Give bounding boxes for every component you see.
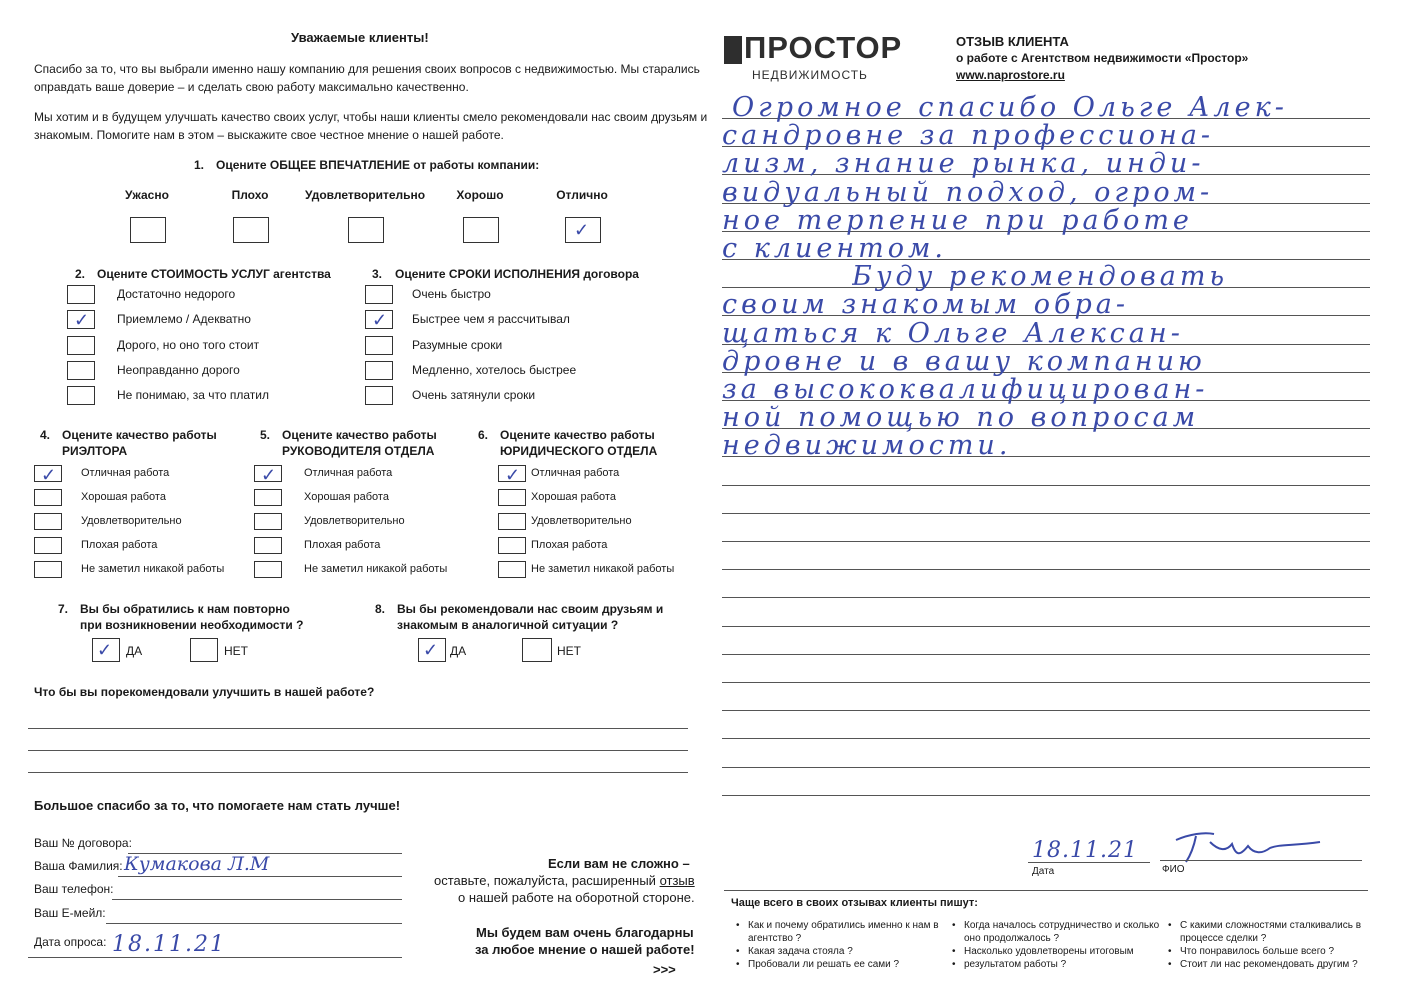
q5-label: Оцените качество работы: [282, 428, 437, 442]
q2-option-label: Достаточно недорого: [117, 287, 236, 301]
review-text-line: дровне и в вашу компанию: [722, 345, 1206, 377]
side-note: Если вам не сложно –: [548, 856, 690, 871]
hints-title: Чаще всего в своих отзывах клиенты пишут:: [731, 897, 978, 909]
hint-item: • Насколько удовлетворены итоговым: [964, 946, 1134, 957]
fio-label: ФИО: [1162, 864, 1185, 875]
intro-text: оправдать ваше доверие – и сделать свою работу максимально качественно.: [34, 80, 469, 94]
review-ruled-line[interactable]: [722, 569, 1370, 570]
q6-option-checkbox[interactable]: [498, 513, 526, 530]
q5-label: РУКОВОДИТЕЛЯ ОТДЕЛА: [282, 444, 435, 458]
q8-no-label: НЕТ: [557, 644, 581, 658]
q6-number: 6.: [478, 428, 489, 442]
review-ruled-line[interactable]: [722, 682, 1370, 683]
q1-option-checkbox[interactable]: [463, 217, 499, 243]
hint-item: оно продолжалось ?: [964, 933, 1060, 944]
q2-option-label: Неоправданно дорого: [117, 362, 240, 377]
phone-label: Ваш телефон:: [34, 882, 114, 896]
review-text-line: Огромное спасибо Ольге Алек-: [732, 92, 1288, 123]
review-text-line: за высококвалифицирован-: [722, 374, 1209, 405]
review-text-line: Буду рекомендовать: [852, 261, 1229, 293]
q1-option-label: Плохо: [231, 188, 269, 202]
q2-option-label: Приемлемо / Адекватно: [117, 312, 251, 327]
hint-item: • Что понравилось больше всего ?: [1180, 946, 1334, 957]
q2-number: 2.: [75, 267, 86, 281]
review-text-line: лизм, знание рынка, инди-: [722, 148, 1205, 180]
q4-option-checkbox[interactable]: [34, 537, 62, 554]
review-text-line: ной помощью по вопросам: [722, 402, 1200, 434]
q7-label: при возникновении необходимости ?: [80, 618, 304, 632]
q2-label: Оцените СТОИМОСТЬ УСЛУГ агентства: [97, 267, 331, 281]
date-label: Дата опроса:: [34, 935, 107, 949]
hint-item: • Какая задача стояла ?: [748, 946, 853, 957]
review-ruled-line[interactable]: [722, 795, 1370, 796]
q8-label: знакомым в аналогичной ситуации ?: [397, 618, 619, 632]
q5-number: 5.: [260, 428, 271, 442]
hint-item: процессе сделки ?: [1180, 933, 1267, 944]
hint-item: • результатом работы ?: [964, 959, 1066, 970]
surname-value: Кумакова Л.М: [124, 853, 270, 875]
q5-option-checkbox[interactable]: [254, 489, 282, 506]
q1-option-label: Ужасно: [125, 188, 169, 202]
fio-line[interactable]: [1160, 860, 1362, 861]
q3-option-checkbox[interactable]: [365, 361, 393, 380]
q1-option-checkbox[interactable]: [130, 217, 166, 243]
q4-option-checkbox[interactable]: [34, 513, 62, 530]
review-text-line: видуальный подход, огром-: [722, 176, 1214, 208]
q7-label: Вы бы обратились к нам повторно: [80, 602, 290, 616]
hint-item: • Пробовали ли решать ее сами ?: [748, 959, 899, 970]
q2-option-label: Не понимаю, за что платил: [117, 388, 270, 403]
thanks-text: Большое спасибо за то, что помогаете нам стать лучше!: [34, 798, 401, 813]
q3-option-label: Разумные сроки: [412, 337, 503, 352]
q1-option-checkbox[interactable]: [348, 217, 384, 243]
contract-label: Ваш № договора:: [34, 836, 132, 850]
q2-option-checkbox[interactable]: [67, 336, 95, 355]
q7-yes-label: ДА: [126, 644, 143, 658]
q4-number: 4.: [40, 428, 51, 442]
q7-number: 7.: [58, 602, 69, 616]
q6-option-label: Удовлетворительно: [531, 515, 632, 527]
q8-yes-checkbox[interactable]: ✓: [418, 638, 446, 662]
q5-option-label: Плохая работа: [304, 539, 381, 551]
q4-option-label: Не заметил никакой работы: [81, 563, 225, 575]
q6-option-checkbox[interactable]: ✓: [498, 465, 526, 482]
intro-text: Спасибо за то, что вы выбрали именно нашу компанию для решения своих вопросов с недвижимостью. Мы старались: [34, 62, 700, 76]
q7-yes-checkbox[interactable]: ✓: [92, 638, 120, 662]
email-label: Ваш Е-мейл:: [34, 906, 106, 920]
q4-option-checkbox[interactable]: [34, 561, 62, 578]
q6-option-checkbox[interactable]: [498, 561, 526, 578]
logo-main: ПРОСТОР: [744, 30, 903, 65]
q6-option-label: Хорошая работа: [531, 491, 616, 503]
q3-option-label: Быстрее чем я рассчитывал: [412, 312, 570, 327]
q3-option-label: Медленно, хотелось быстрее: [412, 362, 577, 377]
hint-item: • Стоит ли нас рекомендовать другим ?: [1180, 959, 1358, 970]
email-line[interactable]: [106, 923, 402, 924]
phone-line[interactable]: [112, 899, 402, 900]
q3-option-checkbox[interactable]: [365, 336, 393, 355]
q4-option-label: Плохая работа: [81, 539, 158, 551]
q5-option-checkbox[interactable]: [254, 537, 282, 554]
review-link[interactable]: отзыв: [659, 873, 695, 888]
q6-label: Оцените качество работы: [500, 428, 655, 442]
review-ruled-line[interactable]: [722, 767, 1370, 768]
surname-line[interactable]: [118, 876, 402, 877]
q1-option-label: Отлично: [556, 188, 608, 202]
q1-option-label: Хорошо: [456, 188, 504, 202]
intro-text: знакомым. Помогите нам в этом – выскажите свое честное мнение о нашей работе.: [34, 128, 504, 142]
improve-label: Что бы вы порекомендовали улучшить в нашей работе?: [34, 685, 375, 699]
q8-no-checkbox[interactable]: [522, 638, 552, 662]
q2-option-checkbox[interactable]: [67, 285, 95, 304]
review-text-line: ное терпение при работе: [722, 204, 1193, 236]
q3-option-label: Очень затянули сроки: [412, 388, 536, 403]
q1-option-checkbox[interactable]: ✓: [565, 217, 601, 243]
q5-option-label: Удовлетворительно: [304, 515, 405, 527]
q5-option-label: Хорошая работа: [304, 491, 389, 503]
date-value: 18.11.21: [112, 932, 226, 957]
hint-item: • Когда началось сотрудничество и сколько: [964, 920, 1159, 931]
q2-option-checkbox[interactable]: [67, 361, 95, 380]
q4-label: Оцените качество работы: [62, 428, 217, 442]
q3-option-checkbox[interactable]: ✓: [365, 310, 393, 329]
review-text-line: своим знакомым обра-: [722, 289, 1130, 321]
hint-item: • Как и почему обратились именно к нам в: [748, 920, 939, 931]
q3-option-checkbox[interactable]: [365, 285, 393, 304]
q6-option-label: Не заметил никакой работы: [531, 563, 675, 575]
review-ruled-line[interactable]: [722, 654, 1370, 655]
q7-no-checkbox[interactable]: [190, 638, 218, 662]
q6-option-checkbox[interactable]: [498, 489, 526, 506]
q1-label: Оцените ОБЩЕЕ ВПЕЧАТЛЕНИЕ от работы компании:: [216, 158, 540, 172]
q4-option-checkbox[interactable]: [34, 489, 62, 506]
review-text-line: недвижимости.: [722, 430, 1012, 462]
surname-label: Ваша Фамилия:: [34, 859, 123, 873]
q5-option-checkbox[interactable]: ✓: [254, 465, 282, 482]
q7-no-label: НЕТ: [224, 644, 248, 658]
q8-label: Вы бы рекомендовали нас своим друзьям и: [397, 602, 664, 616]
review-header-title: ОТЗЫВ КЛИЕНТА: [956, 34, 1069, 49]
hint-item: • С какими сложностями сталкивались в: [1180, 920, 1361, 931]
q3-option-label: Очень быстро: [412, 287, 491, 301]
q2-option-label: Дорого, но оно того стоит: [117, 337, 260, 352]
arrows: >>>: [653, 962, 676, 977]
q4-option-label: Отличная работа: [81, 467, 170, 479]
q1-number: 1.: [194, 158, 205, 172]
divider: [724, 890, 1368, 891]
q5-option-label: Отличная работа: [304, 467, 393, 479]
intro-text: Мы хотим и в будущем улучшать качество своих услуг, чтобы наши клиенты смело рекомендовали нас своим друзьям и: [34, 110, 708, 124]
review-ruled-line[interactable]: [722, 541, 1370, 542]
q6-option-label: Плохая работа: [531, 539, 608, 551]
q4-option-checkbox[interactable]: ✓: [34, 465, 62, 482]
review-header-sub: о работе с Агентством недвижимости «Простор»: [956, 51, 1249, 65]
q2-option-checkbox[interactable]: ✓: [67, 310, 95, 329]
q3-option-checkbox[interactable]: [365, 386, 393, 405]
sign-date: 18.11.21: [1032, 838, 1138, 863]
side-note: оставьте, пожалуйста, расширенный отзыв: [434, 873, 695, 888]
q8-number: 8.: [375, 602, 386, 616]
q6-option-checkbox[interactable]: [498, 537, 526, 554]
q3-number: 3.: [372, 267, 383, 281]
q3-label: Оцените СРОКИ ИСПОЛНЕНИЯ договора: [395, 267, 639, 281]
q4-label: РИЭЛТОРА: [62, 444, 128, 458]
q2-option-checkbox[interactable]: [67, 386, 95, 405]
improve-line: [28, 772, 688, 773]
q6-option-label: Отличная работа: [531, 467, 620, 479]
date-line[interactable]: [28, 957, 402, 958]
side-note: Мы будем вам очень благодарны: [476, 925, 694, 940]
review-ruled-line[interactable]: [722, 597, 1370, 598]
q4-option-label: Хорошая работа: [81, 491, 166, 503]
review-header-url[interactable]: www.naprostore.ru: [956, 68, 1065, 82]
q5-option-checkbox[interactable]: [254, 561, 282, 578]
sign-date-line[interactable]: [1028, 862, 1150, 863]
review-text-line: с клиентом.: [722, 233, 947, 264]
q8-yes-label: ДА: [450, 644, 467, 658]
q5-option-label: Не заметил никакой работы: [304, 563, 448, 575]
hint-item: агентство ?: [748, 933, 802, 944]
review-text-line: сандровне за профессиона-: [722, 120, 1215, 152]
side-note: за любое мнение о нашей работе!: [475, 942, 695, 957]
q4-option-label: Удовлетворительно: [81, 515, 182, 527]
q1-option-label: Удовлетворительно: [305, 188, 426, 202]
review-ruled-line[interactable]: [722, 626, 1370, 627]
review-ruled-line[interactable]: [722, 513, 1370, 514]
review-text-line: щаться к Ольге Алексан-: [722, 317, 1184, 349]
q6-label: ЮРИДИЧЕСКОГО ОТДЕЛА: [500, 444, 658, 458]
q5-option-checkbox[interactable]: [254, 513, 282, 530]
logo-sub: НЕДВИЖИМОСТЬ: [752, 68, 868, 82]
review-ruled-line[interactable]: [722, 710, 1370, 711]
page-title: Уважаемые клиенты!: [291, 30, 429, 45]
q1-option-checkbox[interactable]: [233, 217, 269, 243]
review-ruled-line[interactable]: [722, 738, 1370, 739]
sign-date-label: Дата: [1032, 866, 1055, 877]
side-note: о нашей работе на оборотной стороне.: [458, 890, 695, 905]
review-ruled-line[interactable]: [722, 485, 1370, 486]
logo-mark-icon: [724, 36, 742, 64]
improve-line: [28, 728, 688, 729]
improve-line: [28, 750, 688, 751]
